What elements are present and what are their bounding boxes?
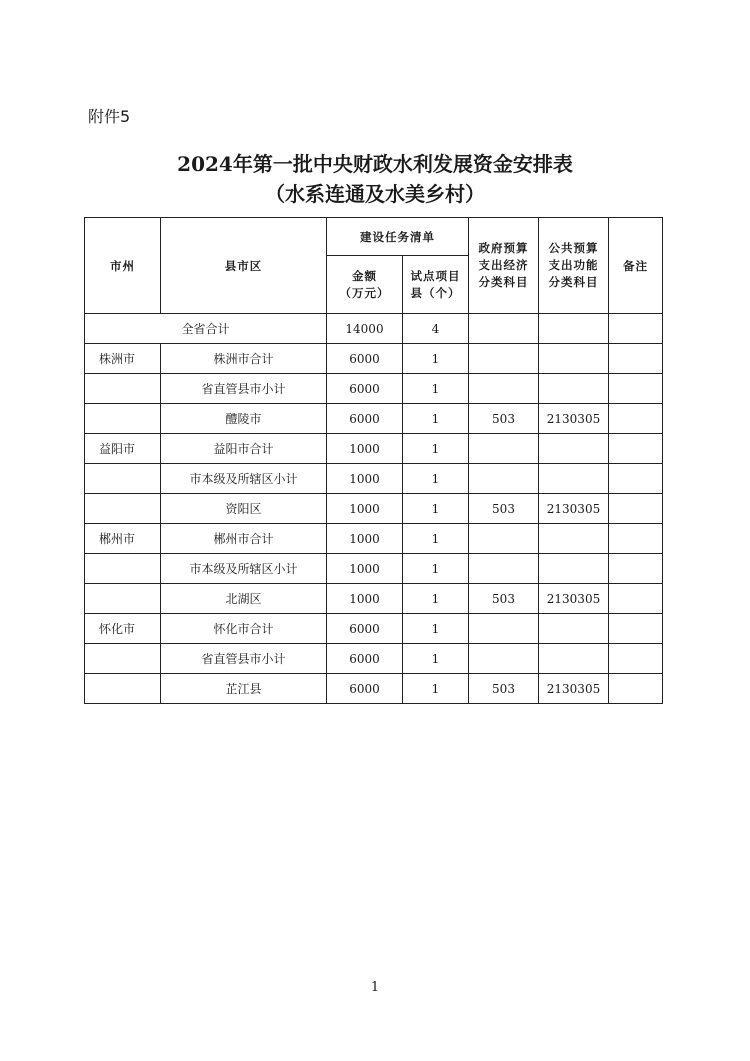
- remark-cell: [609, 434, 663, 464]
- document-subtitle: （水系连通及水美乡村）: [265, 182, 485, 206]
- header-remark: 备注: [609, 218, 663, 314]
- city-cell: 郴州市: [85, 524, 161, 554]
- econ-class-cell: 503: [469, 404, 539, 434]
- func-class-cell: 2130305: [539, 404, 609, 434]
- pilot-count-cell: 1: [403, 464, 469, 494]
- header-econ-class: 政府预算 支出经济 分类科目: [469, 218, 539, 314]
- table-row: [85, 674, 663, 704]
- econ-class-cell: 503: [469, 494, 539, 524]
- econ-class-cell: 503: [469, 674, 539, 704]
- remark-cell: [609, 404, 663, 434]
- func-class-cell: [539, 614, 609, 644]
- pilot-count-cell: 1: [403, 344, 469, 374]
- total-remark: [609, 314, 663, 344]
- county-cell: 省直管县市小计: [161, 644, 327, 674]
- table-row: [85, 404, 663, 434]
- econ-class-cell: [469, 554, 539, 584]
- remark-cell: [609, 464, 663, 494]
- city-cell: [85, 404, 161, 434]
- table-row: [85, 464, 663, 494]
- amount-cell: 1000: [327, 494, 403, 524]
- total-func: [539, 314, 609, 344]
- pilot-count-cell: 1: [403, 554, 469, 584]
- amount-cell: 1000: [327, 464, 403, 494]
- table-row: [85, 584, 663, 614]
- pilot-count-cell: 1: [403, 404, 469, 434]
- econ-class-cell: [469, 524, 539, 554]
- pilot-count-cell: 1: [403, 374, 469, 404]
- table-row: [85, 494, 663, 524]
- func-class-cell: 2130305: [539, 494, 609, 524]
- table-row: [85, 524, 663, 554]
- header-pilot-count: 试点项目 县（个）: [403, 256, 469, 314]
- document-title: 2024年第一批中央财政水利发展资金安排表: [177, 152, 573, 176]
- allocation-table: [84, 217, 663, 704]
- amount-cell: 1000: [327, 524, 403, 554]
- header-county: 县市区: [161, 218, 327, 314]
- func-class-cell: [539, 644, 609, 674]
- amount-cell: 6000: [327, 344, 403, 374]
- city-cell: 怀化市: [85, 614, 161, 644]
- total-row: [85, 314, 663, 344]
- econ-class-cell: [469, 464, 539, 494]
- city-cell: [85, 554, 161, 584]
- city-cell: [85, 674, 161, 704]
- table-row: [85, 644, 663, 674]
- table-row: [85, 374, 663, 404]
- remark-cell: [609, 614, 663, 644]
- attachment-label: 附件5: [88, 107, 131, 126]
- table-row: [85, 344, 663, 374]
- econ-class-cell: [469, 614, 539, 644]
- pilot-count-cell: 1: [403, 674, 469, 704]
- remark-cell: [609, 554, 663, 584]
- county-cell: 芷江县: [161, 674, 327, 704]
- pilot-count-cell: 1: [403, 494, 469, 524]
- city-cell: 株洲市: [85, 344, 161, 374]
- func-class-cell: [539, 554, 609, 584]
- pilot-count-cell: 1: [403, 434, 469, 464]
- county-cell: 怀化市合计: [161, 614, 327, 644]
- remark-cell: [609, 644, 663, 674]
- amount-cell: 6000: [327, 614, 403, 644]
- amount-cell: 6000: [327, 404, 403, 434]
- total-pilot: 4: [403, 314, 469, 344]
- func-class-cell: 2130305: [539, 674, 609, 704]
- city-cell: [85, 494, 161, 524]
- county-cell: 醴陵市: [161, 404, 327, 434]
- county-cell: 资阳区: [161, 494, 327, 524]
- amount-cell: 6000: [327, 374, 403, 404]
- remark-cell: [609, 374, 663, 404]
- func-class-cell: [539, 464, 609, 494]
- econ-class-cell: [469, 434, 539, 464]
- city-cell: [85, 644, 161, 674]
- table-row: [85, 434, 663, 464]
- county-cell: 株洲市合计: [161, 344, 327, 374]
- page-number: 1: [370, 980, 380, 995]
- amount-cell: 1000: [327, 554, 403, 584]
- remark-cell: [609, 494, 663, 524]
- header-task-list: 建设任务清单: [327, 218, 469, 256]
- pilot-count-cell: 1: [403, 524, 469, 554]
- county-cell: 市本级及所辖区小计: [161, 554, 327, 584]
- func-class-cell: [539, 344, 609, 374]
- pilot-count-cell: 1: [403, 614, 469, 644]
- pilot-count-cell: 1: [403, 584, 469, 614]
- city-cell: 益阳市: [85, 434, 161, 464]
- func-class-cell: 2130305: [539, 584, 609, 614]
- econ-class-cell: [469, 644, 539, 674]
- econ-class-cell: 503: [469, 584, 539, 614]
- total-econ: [469, 314, 539, 344]
- header-amount: 金额 （万元）: [327, 256, 403, 314]
- table-row: [85, 554, 663, 584]
- amount-cell: 1000: [327, 584, 403, 614]
- county-cell: 益阳市合计: [161, 434, 327, 464]
- city-cell: [85, 464, 161, 494]
- header-func-class: 公共预算 支出功能 分类科目: [539, 218, 609, 314]
- county-cell: 郴州市合计: [161, 524, 327, 554]
- table-row: [85, 614, 663, 644]
- amount-cell: 1000: [327, 434, 403, 464]
- func-class-cell: [539, 374, 609, 404]
- amount-cell: 6000: [327, 674, 403, 704]
- econ-class-cell: [469, 344, 539, 374]
- county-cell: 市本级及所辖区小计: [161, 464, 327, 494]
- remark-cell: [609, 674, 663, 704]
- remark-cell: [609, 344, 663, 374]
- func-class-cell: [539, 524, 609, 554]
- func-class-cell: [539, 434, 609, 464]
- city-cell: [85, 374, 161, 404]
- remark-cell: [609, 524, 663, 554]
- pilot-count-cell: 1: [403, 644, 469, 674]
- county-cell: 北湖区: [161, 584, 327, 614]
- header-city: 市州: [85, 218, 161, 314]
- total-amount: 14000: [327, 314, 403, 344]
- total-label: 全省合计: [85, 314, 327, 344]
- city-cell: [85, 584, 161, 614]
- remark-cell: [609, 584, 663, 614]
- county-cell: 省直管县市小计: [161, 374, 327, 404]
- amount-cell: 6000: [327, 644, 403, 674]
- econ-class-cell: [469, 374, 539, 404]
